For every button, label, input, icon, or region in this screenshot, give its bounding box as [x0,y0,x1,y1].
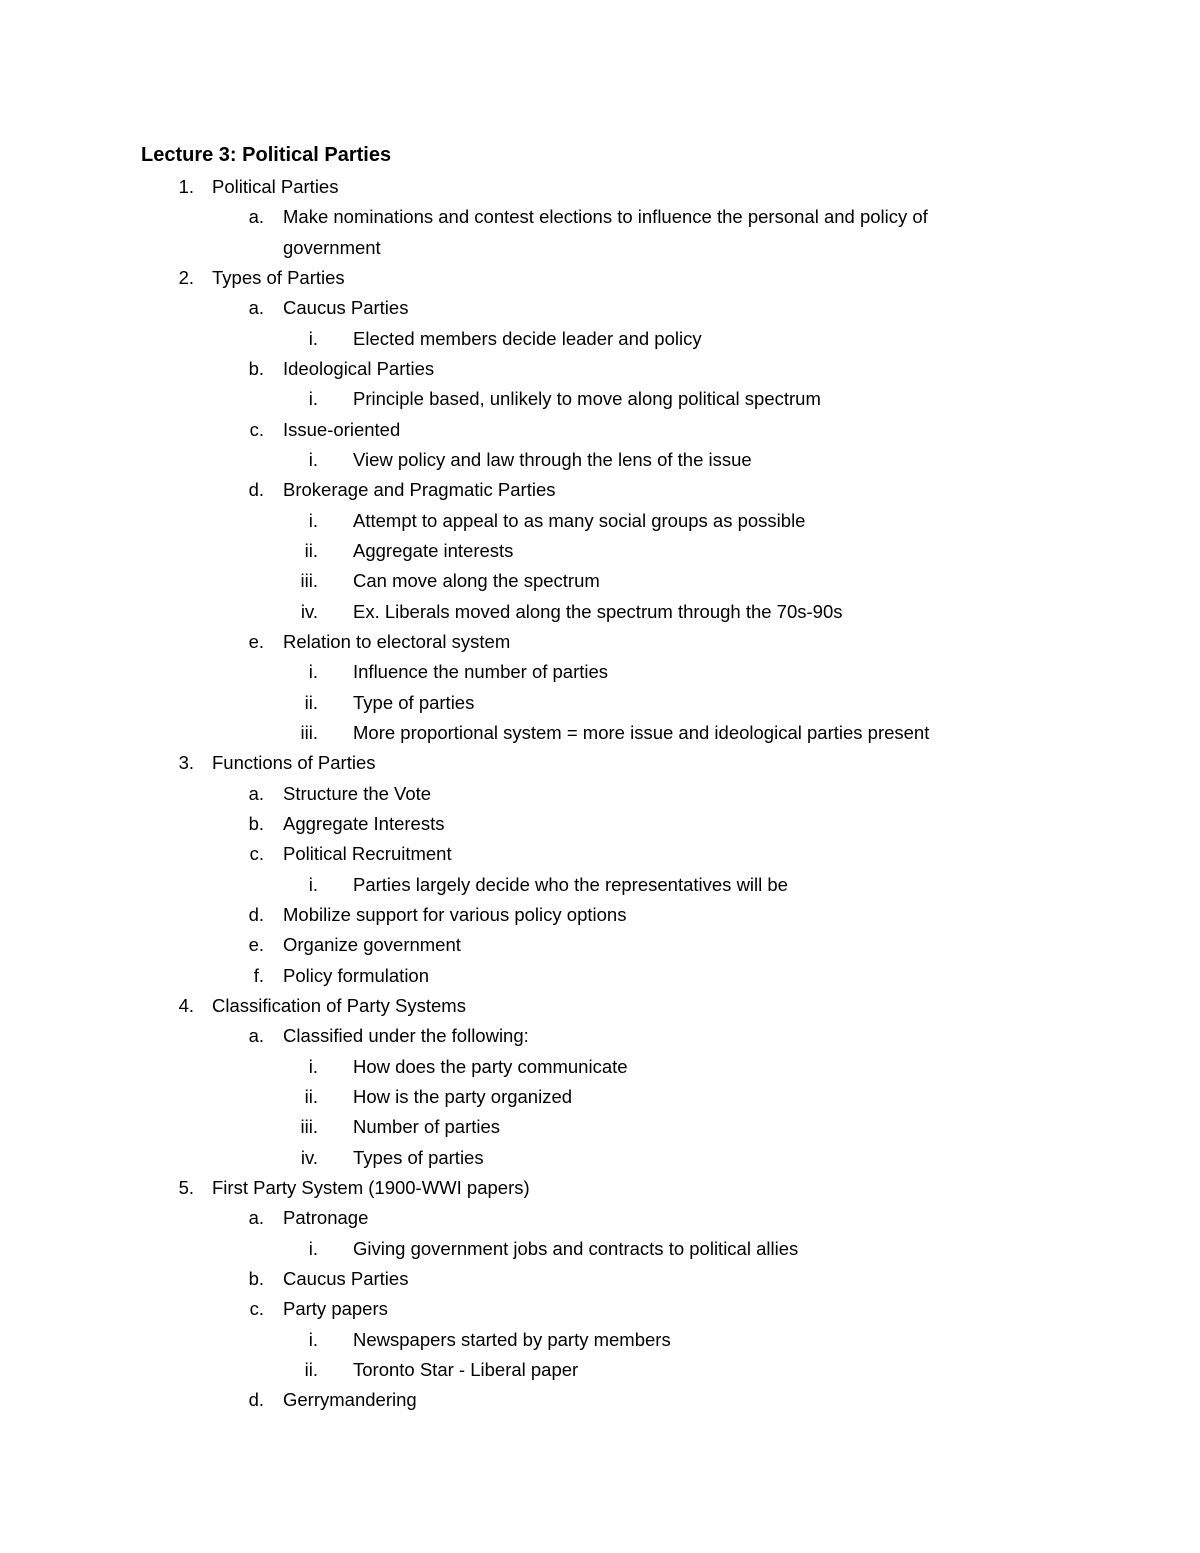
outline-item-text: Number of parties [353,1116,501,1138]
document-title: Lecture 3: Political Parties [141,144,392,166]
outline-item-text: Types of Parties [212,266,345,288]
outline-item-text: Political Parties [212,176,339,197]
outline-item-text: Aggregate Interests [283,812,445,834]
outline-item-marker: iii. [300,1116,318,1138]
outline-item-text: Giving government jobs and contracts to political allies [353,1237,799,1259]
outline-item-marker: iii. [300,570,318,592]
outline-item-marker: ii. [304,1358,318,1380]
outline-item-marker: c. [249,418,264,440]
outline-item-marker: a. [248,297,264,319]
outline-item-marker: 4. [178,994,194,1016]
outline-item-text: Principle based, unlikely to move along political spectrum [353,388,821,410]
outline-item-text: How is the party organized [353,1085,573,1107]
outline-item-marker: ii. [304,691,318,713]
outline-item-text: Ex. Liberals moved along the spectrum through the 70s-90s [353,600,843,622]
outline-item-marker: e. [248,630,264,652]
outline-item-text: Policy formulation [283,964,430,986]
outline-item-marker: iv. [300,600,318,622]
outline-item-text: Party papers [283,1298,388,1320]
outline-item-text: Functions of Parties [212,752,376,774]
outline-item-marker: b. [248,812,264,834]
outline-item-text: Toronto Star - Liberal paper [353,1358,579,1380]
outline-item-marker: i. [308,1328,318,1350]
outline-item-marker: f. [253,964,264,986]
outline-item-text: Mobilize support for various policy options [283,903,627,925]
outline-item-marker: i. [308,873,318,895]
outline-item-text: Patronage [283,1207,369,1229]
outline-item-marker: iv. [300,1146,318,1168]
outline-item-text: Caucus Parties [283,297,409,319]
outline-item-text: Brokerage and Pragmatic Parties [283,479,556,501]
outline-item-text: Types of parties [353,1146,484,1168]
outline-item-text: Relation to electoral system [283,630,511,652]
outline-item-marker: i. [308,1237,318,1259]
outline-item-marker: d. [248,903,264,925]
outline-item-marker: ii. [304,539,318,561]
outline-item-marker: a. [248,1207,264,1229]
outline-item-text: More proportional system = more issue and ideological parties present [353,721,930,743]
outline-item-marker: ii. [304,1085,318,1107]
outline-item-marker: i. [308,661,318,683]
outline-item-text: Caucus Parties [283,1267,409,1289]
outline-item-marker: i. [308,327,318,349]
outline-item-marker: b. [248,357,264,379]
outline-item-marker: i. [308,509,318,531]
outline-item-marker: b. [248,1267,264,1289]
outline-item-text: Aggregate interests [353,539,514,561]
outline-item-text: Gerrymandering [283,1389,417,1411]
outline-item-text: Elected members decide leader and policy [353,327,702,349]
outline-item-marker: 3. [178,752,194,774]
outline-item-text: Classification of Party Systems [212,994,466,1016]
outline-item-text: Classified under the following: [283,1025,529,1047]
outline-item-marker: c. [249,843,264,865]
outline-item-text: government [283,236,381,258]
outline-item-text: Make nominations and contest elections to influence the personal and policy of [283,206,928,228]
outline-item-marker: d. [248,479,264,501]
outline-item-text: Type of parties [353,691,475,713]
outline-item-marker: i. [308,1055,318,1077]
outline-item-text: View policy and law through the lens of the issue [353,448,752,470]
outline-item-text: Structure the Vote [283,782,432,804]
outline-item-marker: a. [248,1025,264,1047]
outline-item-text: First Party System (1900-WWI papers) [212,1176,530,1198]
outline-item-text: Can move along the spectrum [353,570,600,592]
outline-item-text: Newspapers started by party members [353,1328,671,1350]
outline-item-text: Issue-oriented [283,418,401,440]
outline-item-marker: d. [248,1389,264,1411]
outline-item-text: Ideological Parties [283,357,435,379]
outline-item-marker: e. [248,934,264,956]
outline-item-text: Parties largely decide who the representatives will be [353,873,788,895]
outline-item-text: Influence the number of parties [353,661,609,683]
outline-item-text: Political Recruitment [283,843,452,865]
outline-item-marker: a. [248,206,264,228]
outline-item-marker: 1. [178,176,194,197]
outline-item-text: How does the party communicate [353,1055,628,1077]
outline-item-marker: c. [249,1298,264,1320]
outline-item-text: Organize government [283,934,461,956]
outline-item-marker: 2. [178,266,194,288]
outline-item-text: Attempt to appeal to as many social groups as possible [353,509,806,531]
outline-item-marker: 5. [178,1176,194,1198]
outline-item-marker: i. [308,388,318,410]
outline-item-marker: i. [308,448,318,470]
outline-item-marker: iii. [300,721,318,743]
outline-item-marker: a. [248,782,264,804]
